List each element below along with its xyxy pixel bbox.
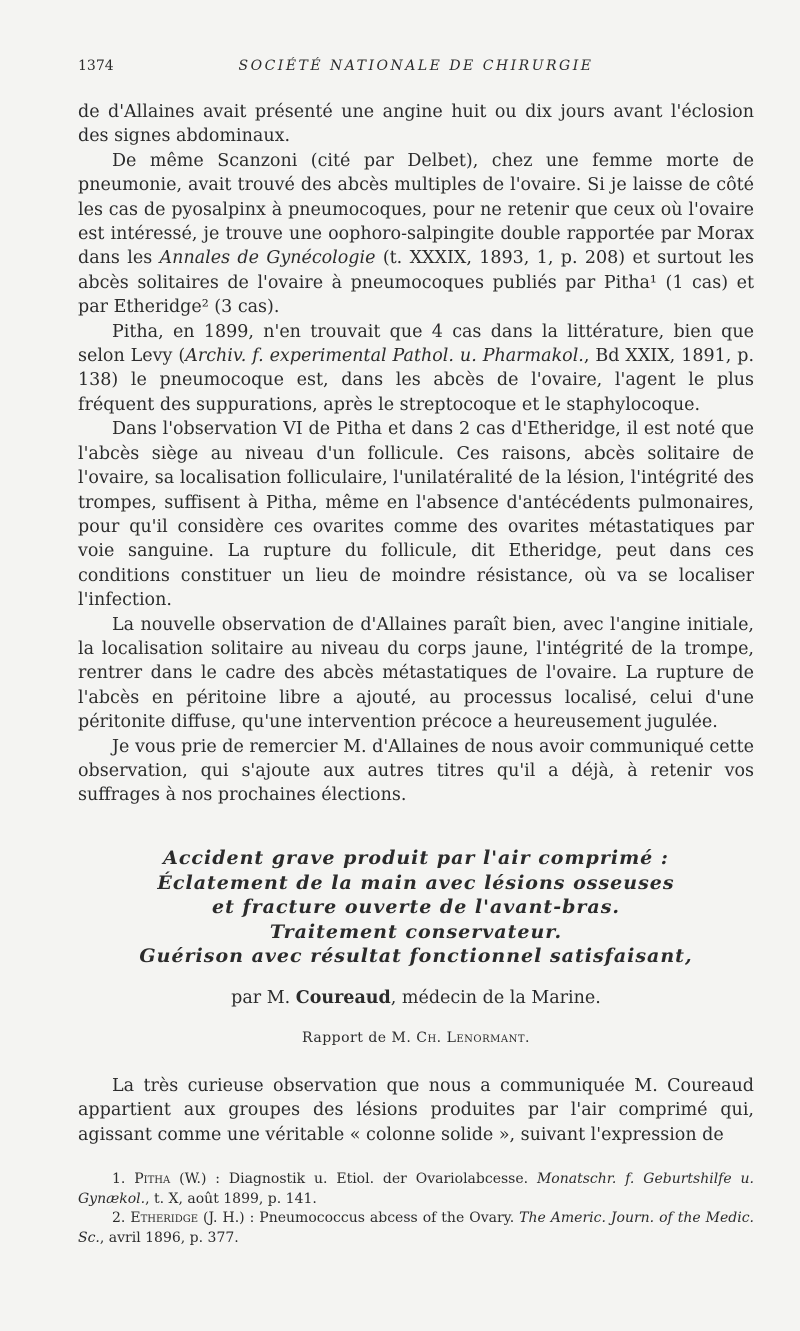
journal-title: Archiv. f. experimental Pathol. u. Pharmakol. xyxy=(185,346,584,367)
author-name: Coureaud xyxy=(295,988,391,1008)
article-intro xyxy=(78,1074,754,1147)
running-title: SOCIÉTÉ NATIONALE DE CHIRURGIE xyxy=(238,58,594,74)
text-run: , t. X, août 1899, p. 141. xyxy=(145,1190,317,1207)
text-run: 1. xyxy=(112,1171,135,1187)
text-run: (W.) : Diagnostik u. Etiol. der Ovariolabcesse. xyxy=(170,1171,537,1187)
article-title xyxy=(78,846,754,969)
text-run: Pitha, en 1899, n'en trouvait que 4 cas dans la littérature, bien que selon Levy ( xyxy=(78,321,754,367)
title-line: Éclatement de la main avec lésions osseuses xyxy=(157,871,675,894)
journal-title: Annales de Gynécologie xyxy=(159,248,376,269)
text-run: , avril 1896, p. 377. xyxy=(99,1229,239,1246)
reporter-name: Ch. Lenormant. xyxy=(416,1030,530,1046)
text-run: Rapport de M. xyxy=(301,1030,417,1046)
title-line: Guérison avec résultat fonctionnel satisfaisant, xyxy=(139,945,693,967)
paragraph: Je vous prie de remercier M. d'Allaines de nous avoir communiqué cette observation, qui s'ajoute aux autres titres qu'il a déjà, à retenir vos suffrages à nos prochaines élections. xyxy=(78,736,754,806)
paragraph: La très curieuse observation que nous a communiquée M. Coureaud appartient aux groupes des lésions produites par l'air comprimé qui, agissant comme une véritable « colonne solide », suivant l'expression de xyxy=(78,1076,754,1145)
report-line xyxy=(78,1030,754,1046)
author-line xyxy=(78,988,754,1008)
text-run: 2. xyxy=(112,1210,131,1226)
title-line: et fracture ouverte de l'avant-bras. xyxy=(211,896,621,918)
footnotes xyxy=(78,1170,754,1248)
paragraph xyxy=(78,320,754,418)
text-run: De même Scanzoni (cité par Delbet), chez une femme morte de pneumonie, avait trouvé des abcès multiples de l'ovaire. Si je laisse de côté les cas de pyosalpinx à pneumocoques, pour ne retenir que ceux où l'ovaire est intéressé, je trouve une oophoro-salpingite double rapportée par Morax dans les xyxy=(78,150,754,269)
body-text xyxy=(78,100,754,808)
footnote xyxy=(78,1170,754,1209)
journal-title: Monatschr. f. Geburtshilfe u. Gynækol. xyxy=(78,1171,754,1207)
text-run: , médecin de la Marine. xyxy=(390,988,601,1008)
footnote-author: Pitha xyxy=(134,1171,171,1187)
journal-title: The Americ. Journ. of the Medic. Sc. xyxy=(78,1210,754,1246)
text-run: (J. H.) : Pneumococcus abcess of the Ovary. xyxy=(198,1210,520,1226)
title-line: Accident grave produit par l'air comprimé : xyxy=(163,847,669,869)
page-number: 1374 xyxy=(78,58,114,74)
paragraph: La nouvelle observation de d'Allaines paraît bien, avec l'angine initiale, la localisation solitaire au niveau du corps jaune, l'intégrité de la trompe, rentrer dans le cadre des abcès métastatiques de l'ovaire. La rupture de l'abcès en péritoine libre a ajouté, au processus localisé, celui d'une péritonite diffuse, qu'une intervention précoce a heureusement jugulée. xyxy=(78,614,754,733)
text-run: (t. XXXIX, 1893, 1, p. 208) et surtout les abcès solitaires de l'ovaire à pneumocoques publiés par Pitha¹ (1 cas) et par Etheridge² (3 cas). xyxy=(78,248,754,318)
page-header xyxy=(78,58,754,82)
title-line: Traitement conservateur. xyxy=(269,920,563,943)
text-run: par M. xyxy=(231,988,296,1008)
paragraph xyxy=(78,149,754,320)
paragraph: Dans l'observation VI de Pitha et dans 2 cas d'Etheridge, il est noté que l'abcès siège au niveau d'un follicule. Ces raisons, abcès solitaire de l'ovaire, sa localisation folliculaire, l'unilatéralité de la lésion, l'intégrité des trompes, suffisent à Pitha, même en l'absence d'antécédents pulmonaires, pour qu'il considère ces ovarites comme des ovarites métastatiques par voie sanguine. La rupture du follicule, dit Etheridge, peut dans ces conditions constituer un lieu de moindre résistance, où va se localiser l'infection. xyxy=(78,419,754,611)
footnote xyxy=(78,1209,754,1248)
footnote-author: Etheridge xyxy=(130,1210,199,1226)
text-run: , Bd XXIX, 1891, p. 138) le pneumocoque est, dans les abcès de l'ovaire, l'agent le plus fréquent des suppurations, après le streptocoque et le staphylocoque. xyxy=(78,346,755,415)
paragraph: de d'Allaines avait présenté une angine huit ou dix jours avant l'éclosion des signes abdominaux. xyxy=(78,102,754,147)
